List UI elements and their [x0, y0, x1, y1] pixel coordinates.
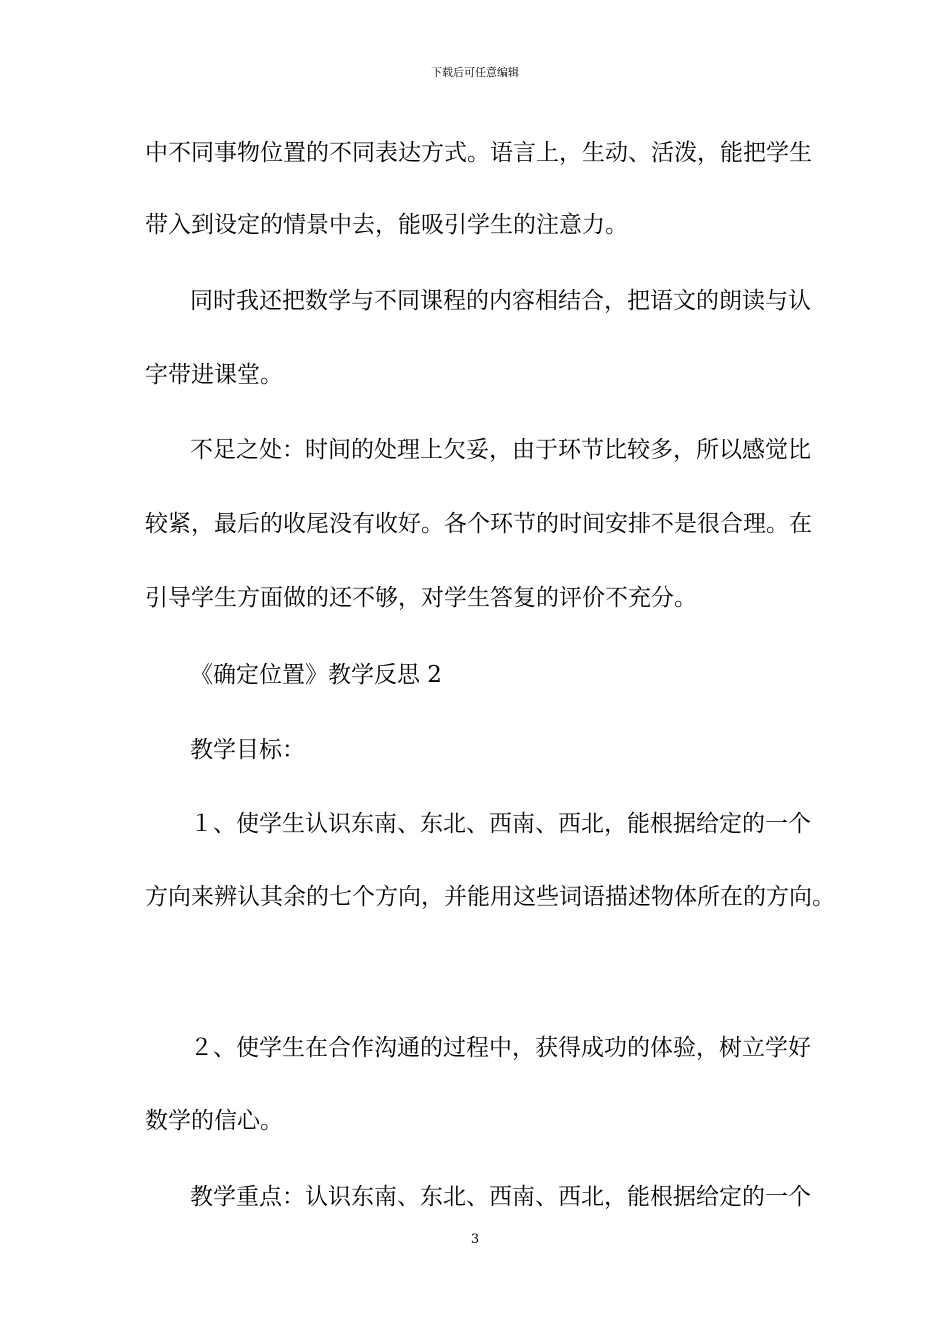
page-number: 3 — [470, 1232, 480, 1247]
paragraph-line: 数学的信心。 — [145, 1108, 283, 1134]
list-item: ２、使学生在合作沟通的过程中，获得成功的体验，树立学好 — [190, 1035, 811, 1061]
paragraph-line: 带入到设定的情景中去，能吸引学生的注意力。 — [145, 212, 628, 238]
paragraph-line: 字带进课堂。 — [145, 362, 283, 388]
paragraph-line: 较紧，最后的收尾没有收好。各个环节的时间安排不是很合理。在 — [145, 511, 812, 537]
paragraph-line: 方向来辨认其余的七个方向，并能用这些词语描述物体所在的方向。 — [145, 884, 835, 910]
list-item: １、使学生认识东南、东北、西南、西北，能根据给定的一个 — [190, 811, 811, 837]
paragraph-line: 同时我还把数学与不同课程的内容相结合，把语文的朗读与认 — [190, 288, 811, 314]
page-header: 下载后可任意编辑 — [431, 66, 519, 79]
paragraph-line: 教学重点：认识东南、东北、西南、西北，能根据给定的一个 — [190, 1184, 811, 1210]
section-heading: 《确定位置》教学反思 2 — [190, 662, 442, 688]
paragraph-line: 教学目标： — [190, 737, 305, 763]
paragraph-line: 引导学生方面做的还不够，对学生答复的评价不充分。 — [145, 585, 697, 611]
paragraph-line: 不足之处：时间的处理上欠妥，由于环节比较多，所以感觉比 — [190, 437, 811, 463]
paragraph-line: 中不同事物位置的不同表达方式。语言上，生动、活泼，能把学生 — [145, 140, 812, 166]
